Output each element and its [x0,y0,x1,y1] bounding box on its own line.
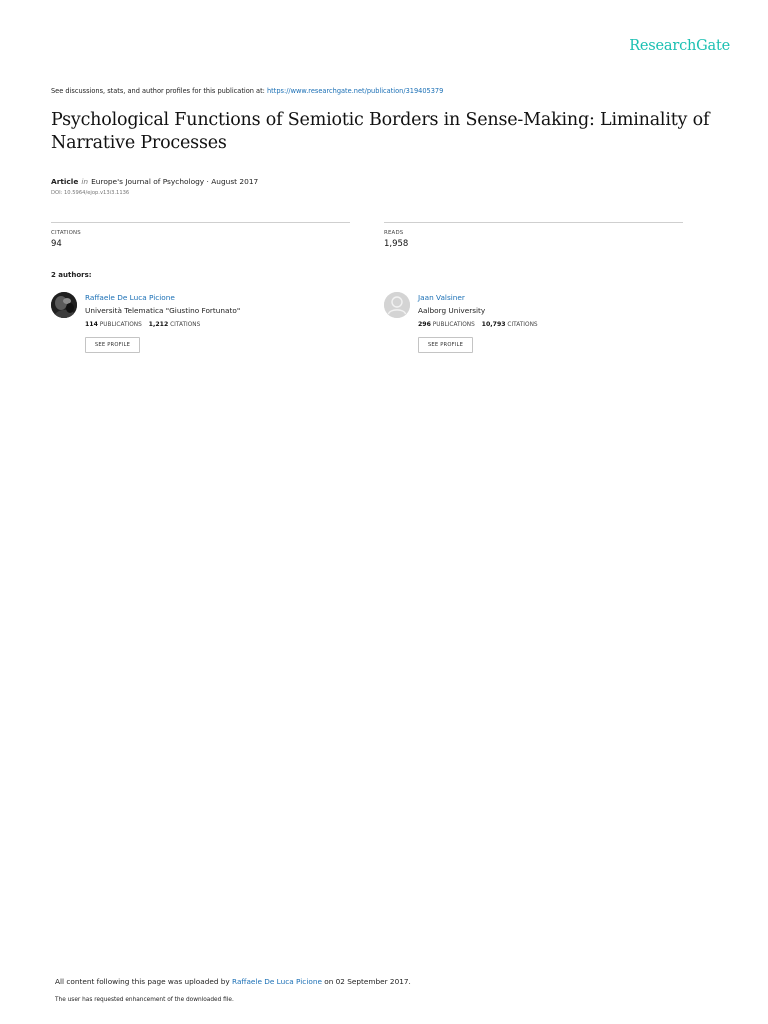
citations-label: CITATIONS [507,322,538,328]
publication-type: Article [51,177,79,186]
discussion-line [51,87,443,95]
publications-count: 296 [418,321,431,328]
doi: DOI: 10.5964/ejop.v13i3.1136 [51,190,130,196]
publication-url-link[interactable]: https://www.researchgate.net/publication/319405379 [267,87,444,95]
citations-label: CITATIONS [51,230,81,236]
author-stats [418,321,538,328]
default-user-graphic [384,292,410,318]
upload-note [55,977,411,986]
see-profile-button[interactable]: SEE PROFILE [85,337,140,353]
publications-count: 114 [85,321,98,328]
citations-value: 94 [51,239,62,249]
citations-count: 10,793 [481,321,506,328]
journal-date: Europe's Journal of Psychology · August 2017 [91,177,259,186]
see-profile-button[interactable]: SEE PROFILE [418,337,473,353]
discussion-prefix: See discussions, stats, and author profiles for this publication at: [51,87,267,95]
author-name-link[interactable]: Raffaele De Luca Picione [85,293,175,302]
publications-label: PUBLICATIONS [99,322,142,328]
default-user-icon[interactable] [384,292,410,318]
author-stats [85,321,200,328]
enhancement-note: The user has requested enhancement of the downloaded file. [55,997,234,1003]
author-photo-icon[interactable] [51,292,77,318]
uploader-link[interactable]: Raffaele De Luca Picione [232,977,322,986]
divider-left [51,222,350,223]
author-institution: Università Telematica "Giustino Fortunato" [85,306,241,315]
publications-label: PUBLICATIONS [432,322,475,328]
citations-count: 1,212 [148,321,169,328]
article-meta [51,177,258,186]
reads-value: 1,958 [384,239,409,249]
reads-label: READS [384,230,404,236]
author-photo-graphic [51,292,77,318]
uploaded-prefix: All content following this page was uploaded by [55,977,233,986]
publication-title: Psychological Functions of Semiotic Borders in Sense-Making: Liminality of Narrative Processes [51,110,710,153]
author-name-link[interactable]: Jaan Valsiner [418,293,465,302]
in-word: in [81,177,89,186]
divider-right [384,222,683,223]
author-institution: Aalborg University [418,306,486,315]
uploaded-suffix: on 02 September 2017. [321,977,411,986]
researchgate-logo[interactable]: ResearchGate [629,38,730,54]
citations-label: CITATIONS [170,322,201,328]
authors-heading: 2 authors: [51,271,92,279]
